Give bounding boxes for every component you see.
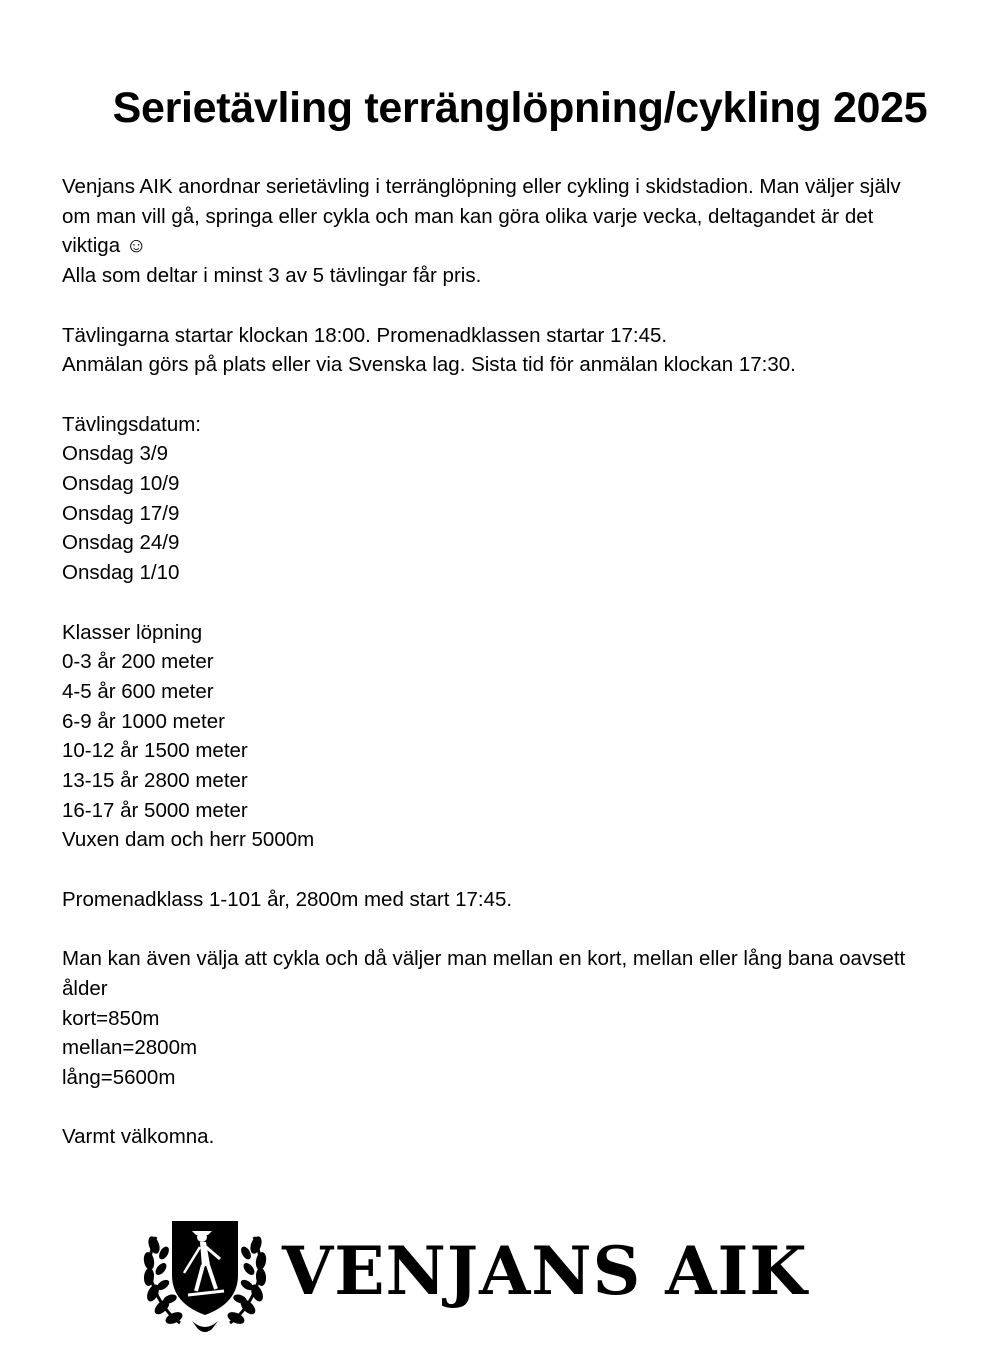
date-item: Onsdag 1/10 [62, 561, 180, 585]
intro-line-4: Alla som deltar i minst 3 av 5 tävlingar får pris. [62, 264, 482, 288]
class-item: 10-12 år 1500 meter [62, 739, 248, 763]
class-item: 6-9 år 1000 meter [62, 709, 225, 733]
intro-line-2: om man vill gå, springa eller cykla och man kan göra olika varje vecka, deltagandet är det [62, 204, 874, 228]
cycling-line-1: Man kan även välja att cykla och då väljer man mellan en kort, mellan eller lång bana oavsett [62, 947, 906, 971]
spacer [62, 915, 992, 945]
class-item: 0-3 år 200 meter [62, 650, 214, 674]
date-item: Onsdag 10/9 [62, 472, 180, 495]
club-logo [140, 1215, 860, 1335]
intro-line-3: viktiga ☺ [62, 234, 147, 258]
class-item: 4-5 år 600 meter [62, 679, 214, 703]
spacer [62, 588, 992, 618]
class-item: Vuxen dam och herr 5000m [62, 828, 315, 852]
start-time-text: Tävlingarna startar klockan 18:00. Promenadklassen startar 17:45. [62, 323, 668, 347]
cycling-line-2: ålder [62, 976, 108, 1000]
walk-class-text: Promenadklass 1-101 år, 2800m med start 17:45. [62, 887, 513, 911]
spacer [62, 1093, 992, 1123]
spacer [62, 855, 992, 885]
dates-heading: Tävlingsdatum: [62, 412, 202, 436]
logo-wordmark: VENJANS AIK [282, 1232, 808, 1310]
cycling-item: kort=850m [62, 1006, 160, 1030]
date-item: Onsdag 3/9 [62, 442, 168, 466]
cycling-item: mellan=2800m [62, 1036, 198, 1060]
closing-text: Varmt välkomna. [62, 1125, 215, 1149]
class-item: 13-15 år 2800 meter [62, 769, 248, 793]
registration-text: Anmälan görs på plats eller via Svenska lag. Sista tid för anmälan klockan 17:30. [62, 353, 796, 377]
classes-heading: Klasser löpning [62, 620, 203, 644]
cycling-item: lång=5600m [62, 1066, 176, 1090]
spacer [62, 291, 992, 321]
date-item: Onsdag 24/9 [62, 531, 180, 555]
date-item: Onsdag 17/9 [62, 501, 180, 525]
intro-line-1: Venjans AIK anordnar serietävling i terränglöpning eller cykling i skidstadion. Man väljer själv [62, 175, 901, 198]
laurel-runner-emblem-icon [140, 1215, 270, 1335]
page-title: Serietävling terränglöpning/cykling 2025 [112, 84, 928, 132]
document-body [62, 172, 992, 1152]
class-item: 16-17 år 5000 meter [62, 798, 248, 822]
spacer [62, 380, 992, 410]
